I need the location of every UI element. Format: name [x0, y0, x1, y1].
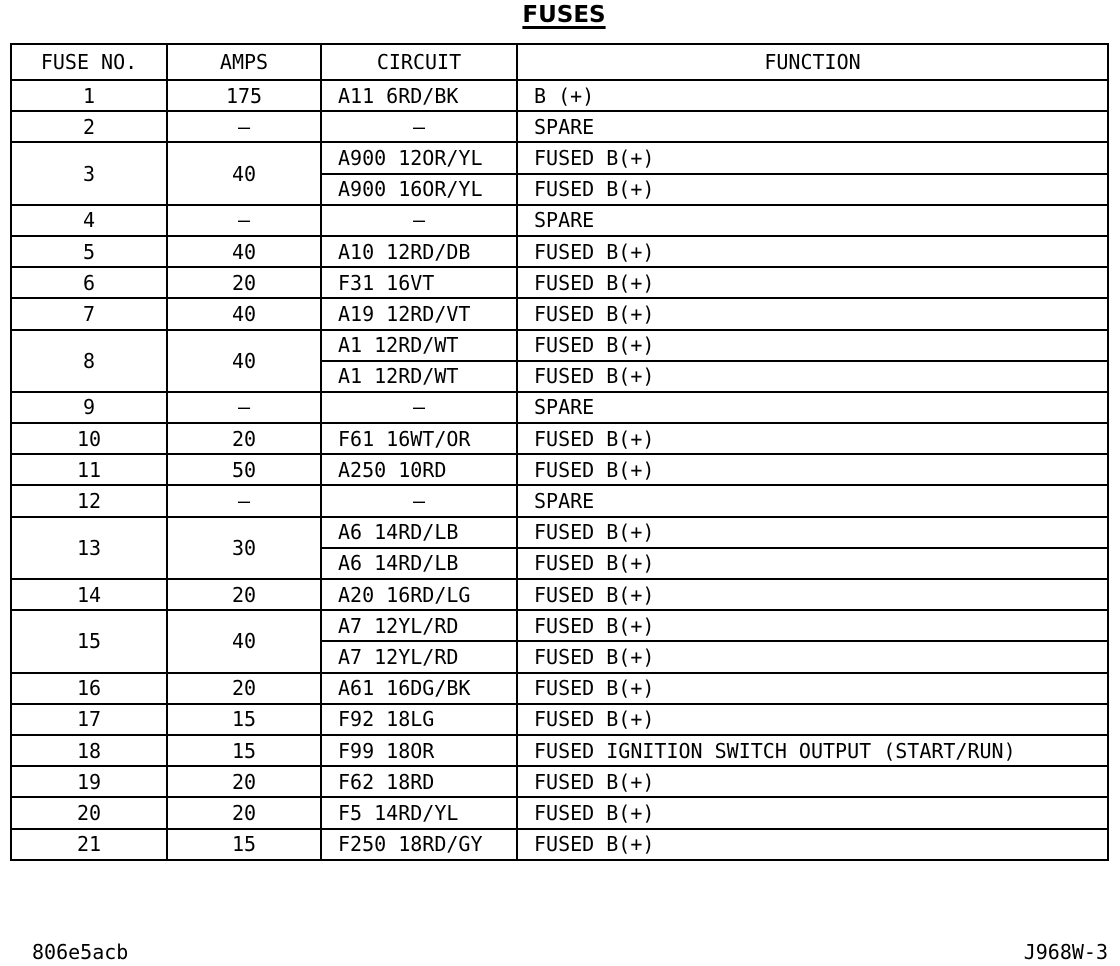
table-row	[11, 236, 1108, 267]
fuse-number-cell: 3	[11, 142, 167, 204]
circuit-cell: –	[321, 205, 517, 236]
amps-cell: 20	[167, 579, 321, 610]
table-row	[11, 454, 1108, 485]
function-cell: FUSED B(+)	[517, 579, 1108, 610]
function-cell: SPARE	[517, 205, 1108, 236]
fuse-number-cell: 13	[11, 517, 167, 579]
amps-cell: 40	[167, 236, 321, 267]
circuit-cell: A10 12RD/DB	[321, 236, 517, 267]
amps-cell: –	[167, 392, 321, 423]
fuse-number-cell: 8	[11, 330, 167, 392]
page-title	[0, 2, 1120, 28]
function-cell: FUSED B(+)	[517, 673, 1108, 704]
table-row	[11, 766, 1108, 797]
amps-cell: –	[167, 111, 321, 142]
function-cell: FUSED B(+)	[517, 829, 1108, 860]
amps-cell: 40	[167, 330, 321, 392]
fuse-number-cell: 7	[11, 298, 167, 329]
table-body	[11, 80, 1108, 860]
circuit-cell: –	[321, 111, 517, 142]
circuit-cell: A900 12OR/YL	[321, 142, 517, 173]
function-cell: FUSED B(+)	[517, 267, 1108, 298]
table-row	[11, 298, 1108, 329]
fuse-number-cell: 16	[11, 673, 167, 704]
header-amps: AMPS	[167, 44, 321, 80]
fuse-number-cell: 10	[11, 423, 167, 454]
table-header	[11, 44, 1108, 80]
table-row	[11, 610, 1108, 641]
fuse-number-cell: 4	[11, 205, 167, 236]
function-cell: FUSED IGNITION SWITCH OUTPUT (START/RUN)	[517, 735, 1108, 766]
function-cell: FUSED B(+)	[517, 766, 1108, 797]
circuit-cell: –	[321, 392, 517, 423]
table-row	[11, 392, 1108, 423]
header-fuse-no: FUSE NO.	[11, 44, 167, 80]
circuit-cell: A61 16DG/BK	[321, 673, 517, 704]
circuit-cell: A11 6RD/BK	[321, 80, 517, 111]
function-cell: FUSED B(+)	[517, 797, 1108, 828]
header-function: FUNCTION	[517, 44, 1108, 80]
amps-cell: 20	[167, 797, 321, 828]
fuse-number-cell: 1	[11, 80, 167, 111]
amps-cell: 40	[167, 298, 321, 329]
function-cell: FUSED B(+)	[517, 361, 1108, 392]
function-cell: FUSED B(+)	[517, 610, 1108, 641]
amps-cell: 40	[167, 142, 321, 204]
circuit-cell: A1 12RD/WT	[321, 361, 517, 392]
fuse-number-cell: 18	[11, 735, 167, 766]
fuse-number-cell: 9	[11, 392, 167, 423]
circuit-cell: A7 12YL/RD	[321, 641, 517, 672]
function-cell: FUSED B(+)	[517, 517, 1108, 548]
table-row	[11, 797, 1108, 828]
amps-cell: 15	[167, 829, 321, 860]
circuit-cell: F5 14RD/YL	[321, 797, 517, 828]
function-cell: FUSED B(+)	[517, 142, 1108, 173]
circuit-cell: F62 18RD	[321, 766, 517, 797]
fuse-number-cell: 5	[11, 236, 167, 267]
amps-cell: –	[167, 485, 321, 516]
fuse-number-cell: 6	[11, 267, 167, 298]
table-row	[11, 142, 1108, 173]
circuit-cell: A1 12RD/WT	[321, 330, 517, 361]
table-row	[11, 829, 1108, 860]
amps-cell: 15	[167, 735, 321, 766]
circuit-cell: A900 16OR/YL	[321, 174, 517, 205]
header-circuit: CIRCUIT	[321, 44, 517, 80]
circuit-cell: A6 14RD/LB	[321, 548, 517, 579]
fuse-number-cell: 20	[11, 797, 167, 828]
fuse-number-cell: 11	[11, 454, 167, 485]
table-row	[11, 673, 1108, 704]
fuse-number-cell: 12	[11, 485, 167, 516]
circuit-cell: –	[321, 485, 517, 516]
circuit-cell: F61 16WT/OR	[321, 423, 517, 454]
circuit-cell: A6 14RD/LB	[321, 517, 517, 548]
circuit-cell: F92 18LG	[321, 704, 517, 735]
amps-cell: 20	[167, 267, 321, 298]
circuit-cell: F250 18RD/GY	[321, 829, 517, 860]
page-title-text: FUSES	[522, 2, 606, 28]
amps-cell: 175	[167, 80, 321, 111]
function-cell: FUSED B(+)	[517, 330, 1108, 361]
footer-image-id: 806e5acb	[32, 940, 129, 964]
fuse-number-cell: 17	[11, 704, 167, 735]
table-row	[11, 330, 1108, 361]
amps-cell: 20	[167, 423, 321, 454]
table-row	[11, 111, 1108, 142]
table-row	[11, 80, 1108, 111]
circuit-cell: F99 18OR	[321, 735, 517, 766]
table-row	[11, 423, 1108, 454]
function-cell: SPARE	[517, 485, 1108, 516]
circuit-cell: A250 10RD	[321, 454, 517, 485]
function-cell: FUSED B(+)	[517, 174, 1108, 205]
amps-cell: 50	[167, 454, 321, 485]
function-cell: SPARE	[517, 392, 1108, 423]
function-cell: FUSED B(+)	[517, 298, 1108, 329]
fuse-number-cell: 2	[11, 111, 167, 142]
function-cell: FUSED B(+)	[517, 641, 1108, 672]
table-row	[11, 579, 1108, 610]
function-cell: B (+)	[517, 80, 1108, 111]
table-row	[11, 735, 1108, 766]
function-cell: FUSED B(+)	[517, 423, 1108, 454]
circuit-cell: A19 12RD/VT	[321, 298, 517, 329]
header-row	[11, 44, 1108, 80]
function-cell: SPARE	[517, 111, 1108, 142]
fuse-number-cell: 14	[11, 579, 167, 610]
table-row	[11, 485, 1108, 516]
function-cell: FUSED B(+)	[517, 236, 1108, 267]
table-row	[11, 704, 1108, 735]
amps-cell: 30	[167, 517, 321, 579]
circuit-cell: F31 16VT	[321, 267, 517, 298]
fuse-number-cell: 15	[11, 610, 167, 672]
function-cell: FUSED B(+)	[517, 704, 1108, 735]
circuit-cell: A20 16RD/LG	[321, 579, 517, 610]
table-row	[11, 517, 1108, 548]
footer-figure-code: J968W-3	[1023, 940, 1108, 964]
amps-cell: –	[167, 205, 321, 236]
amps-cell: 20	[167, 673, 321, 704]
circuit-cell: A7 12YL/RD	[321, 610, 517, 641]
table-row	[11, 267, 1108, 298]
fuse-number-cell: 21	[11, 829, 167, 860]
amps-cell: 40	[167, 610, 321, 672]
amps-cell: 20	[167, 766, 321, 797]
fuses-table	[10, 43, 1109, 861]
table-row	[11, 205, 1108, 236]
fuse-number-cell: 19	[11, 766, 167, 797]
function-cell: FUSED B(+)	[517, 454, 1108, 485]
function-cell: FUSED B(+)	[517, 548, 1108, 579]
amps-cell: 15	[167, 704, 321, 735]
